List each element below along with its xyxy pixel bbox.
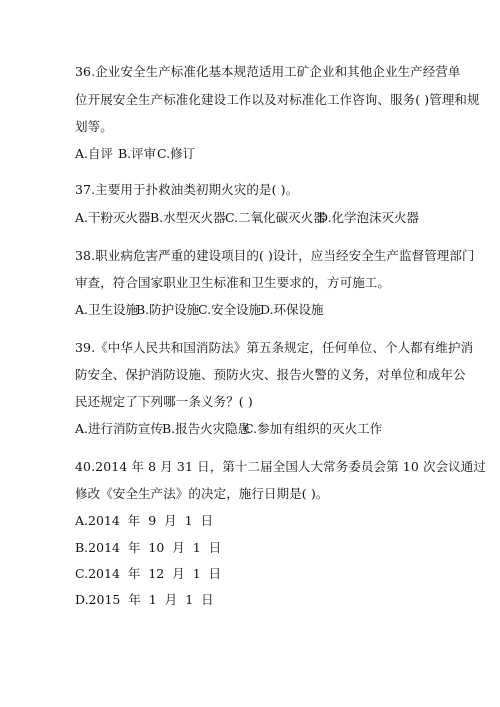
question-39-line-2: 防安全、保护消防设施、预防火灾、报告火警的义务，对单位和成年公	[75, 367, 466, 382]
question-39-line-1: 39.《中华人民共和国消防法》第五条规定，任何单位、个人都有维护消	[75, 340, 474, 355]
question-36-option-a: A.自评	[75, 146, 114, 161]
question-37-option-c: C.二氧化碳灭火器	[225, 210, 326, 225]
question-40-option-b: B.2014 年 10 月 1 日	[75, 540, 222, 555]
question-38-line-1: 38.职业病危害严重的建设项目的( )设计，应当经安全生产监督管理部门	[75, 248, 475, 263]
question-36-line-2: 位开展安全生产标准化建设工作以及对标准化工作咨询、服务( )管理和规	[75, 92, 480, 107]
question-38-option-c: C.安全设施	[198, 302, 262, 317]
question-36-line-3: 划等。	[75, 119, 113, 134]
question-36-option-b: B.评审	[118, 146, 157, 161]
question-40-option-d: D.2015 年 1 月 1 日	[75, 592, 214, 607]
question-39-option-c: C.参加有组织的灭火工作	[244, 421, 383, 436]
question-40-option-a: A.2014 年 9 月 1 日	[75, 513, 214, 528]
question-38-option-b: B.防护设施	[136, 302, 200, 317]
question-36-line-1: 36.企业安全生产标准化基本规范适用工矿企业和其他企业生产经营单	[75, 64, 461, 79]
question-37-line-1: 37.主要用于扑救油类初期火灾的是( )。	[75, 182, 299, 197]
question-37-option-d: D.化学泡沫灭火器	[318, 210, 420, 225]
question-39-line-3: 民还规定了下列哪一条义务？( )	[75, 394, 253, 409]
question-40-line-2: 修改《安全生产法》的决定，施行日期是( )。	[75, 486, 329, 501]
question-40-line-1: 40.2014 年 8 月 31 日，第十二届全国人大常务委员会第 10 次会议通过	[75, 459, 486, 474]
question-39-option-a: A.进行消防宣传	[75, 421, 164, 436]
question-38-line-2: 审查，符合国家职业卫生标准和卫生要求的，方可施工。	[75, 275, 391, 290]
question-37-option-a: A.干粉灭火器	[75, 210, 151, 225]
question-38-option-a: A.卫生设施	[75, 302, 139, 317]
question-38-option-d: D.环保设施	[260, 302, 324, 317]
question-39-option-b: B.报告火灾隐患	[162, 421, 251, 436]
question-36-option-c: C.修订	[157, 146, 196, 161]
question-40-option-c: C.2014 年 12 月 1 日	[75, 566, 222, 581]
question-37-option-b: B.水型灭火器	[150, 210, 226, 225]
